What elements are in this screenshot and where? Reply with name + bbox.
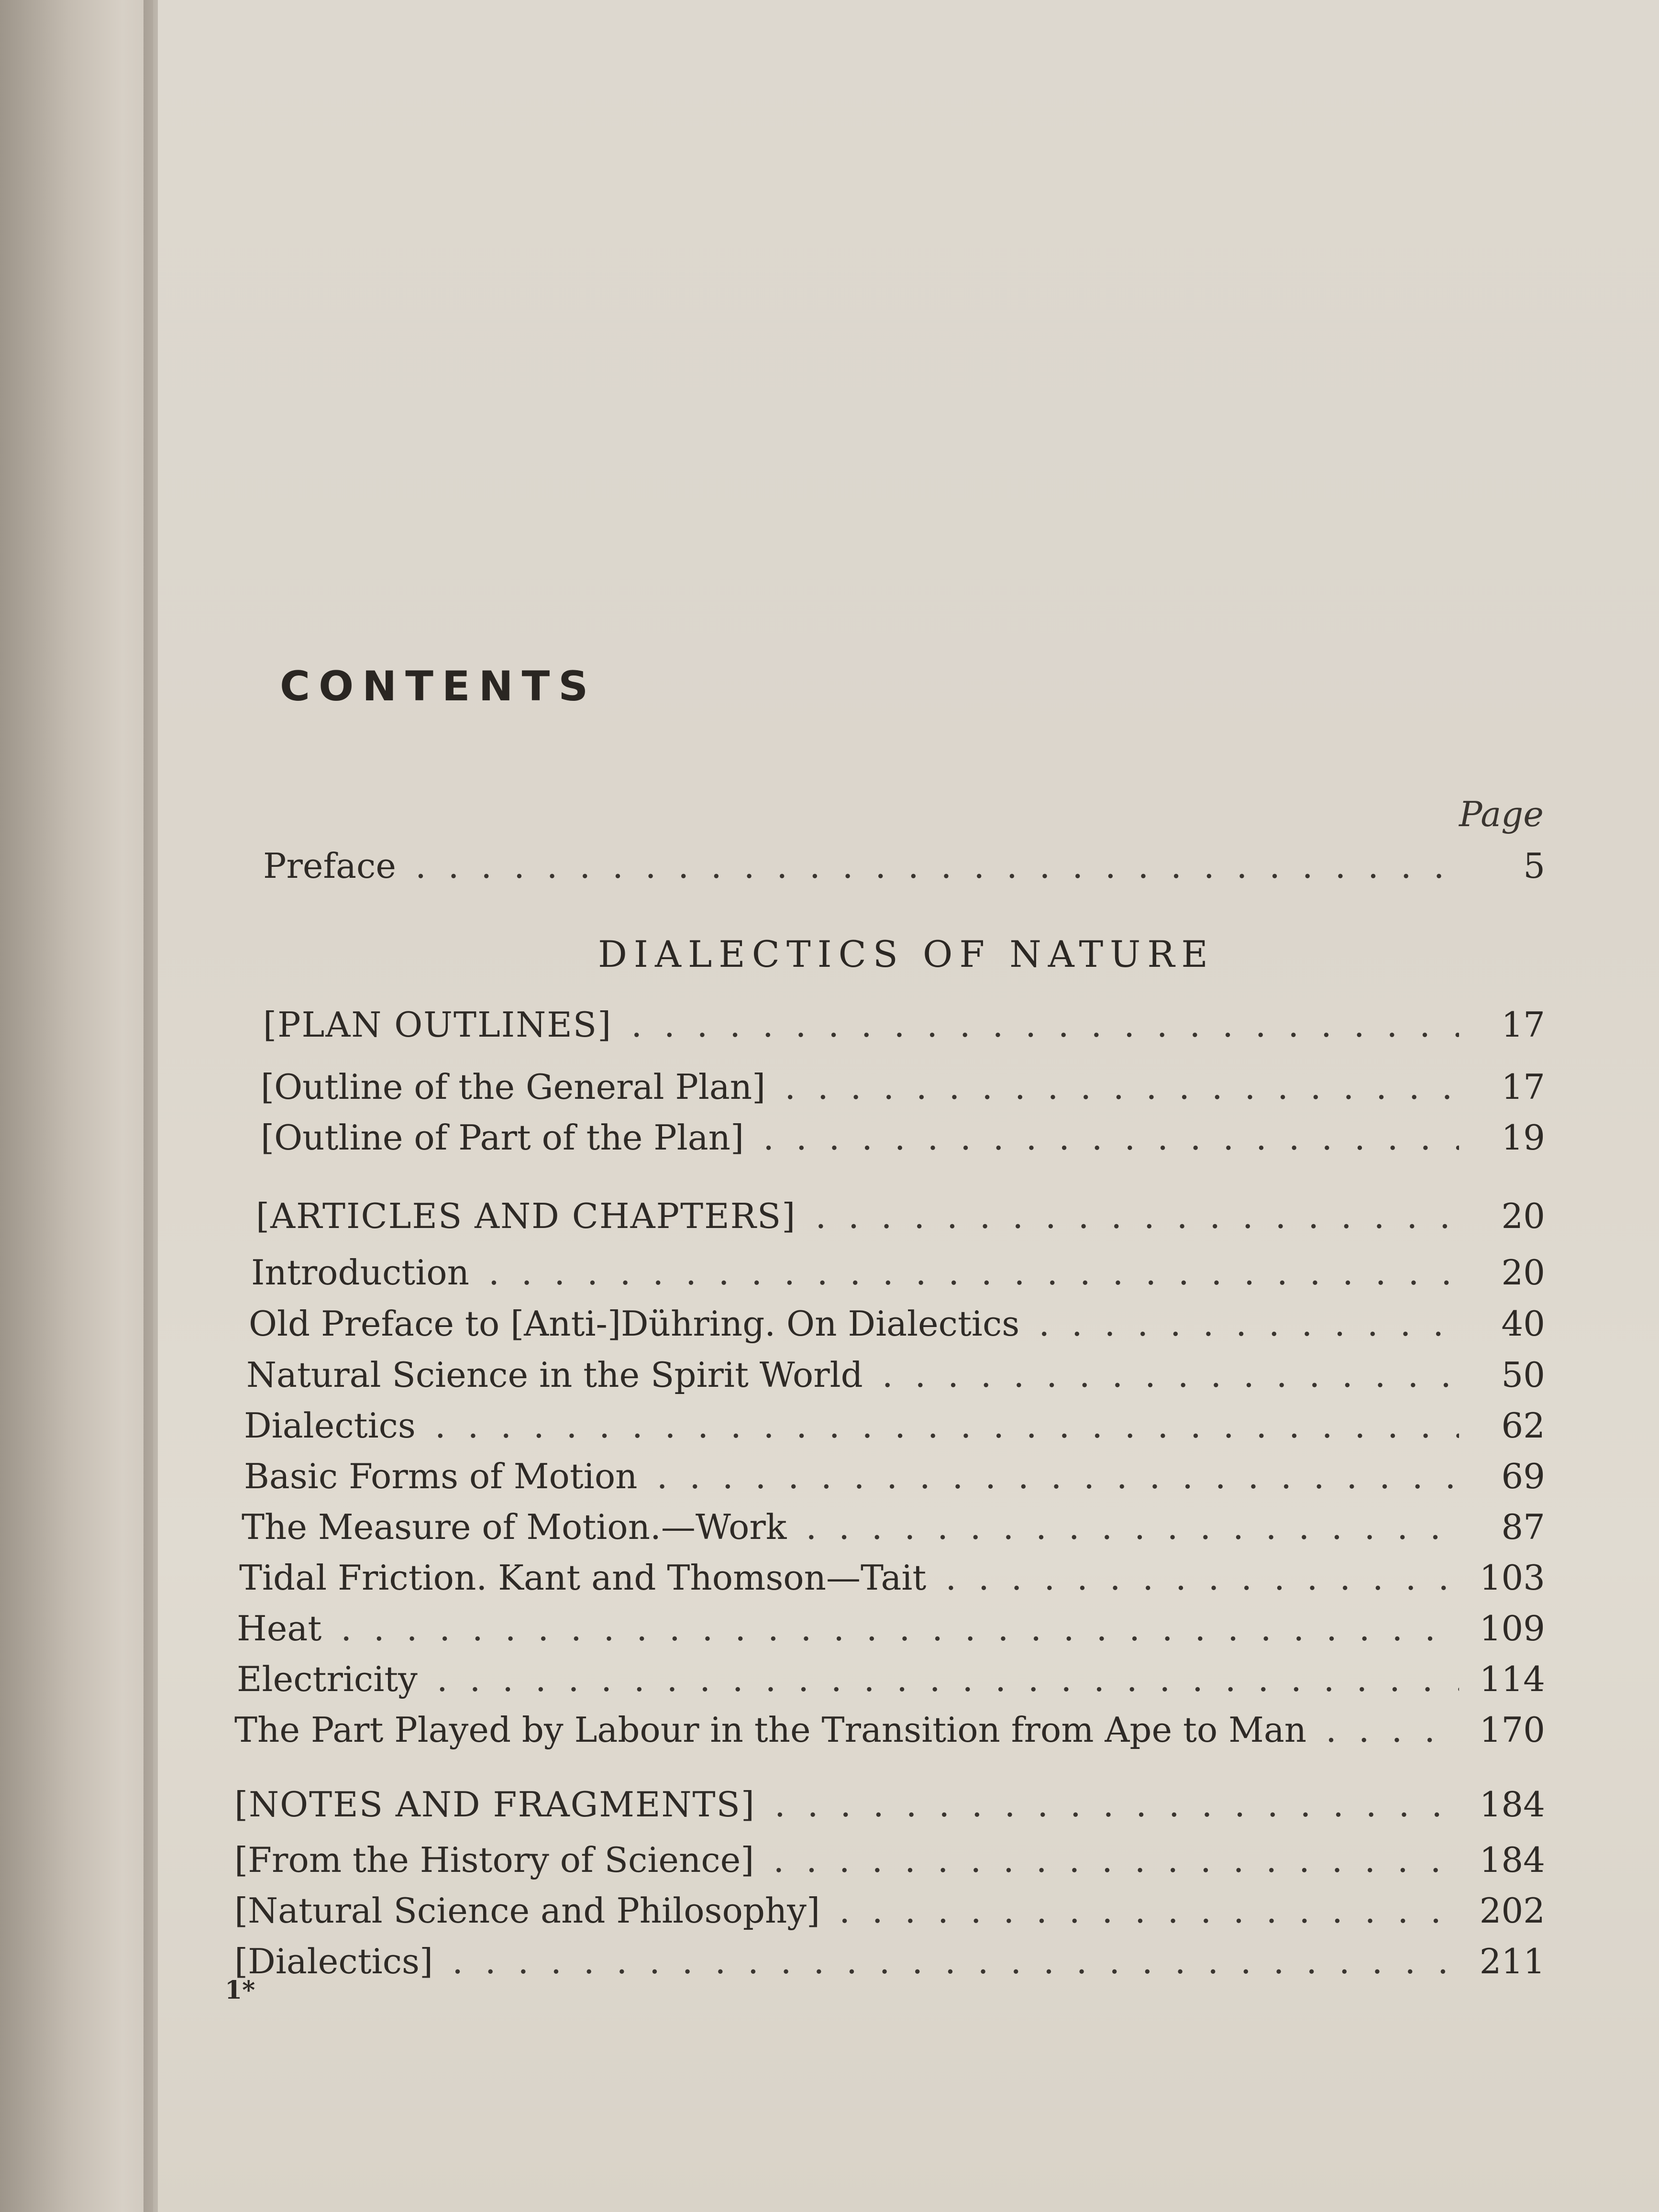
leader-dots <box>773 1840 1459 1880</box>
toc-entry-outline-part-plan[interactable] <box>261 1117 1545 1158</box>
toc-entry-title: [Dialectics] <box>234 1941 433 1981</box>
toc-entry-page: 17 <box>1501 1067 1545 1107</box>
toc-entry-natural-science-philosophy[interactable] <box>234 1891 1545 1931</box>
toc-entry-title: [Outline of the General Plan] <box>261 1067 766 1107</box>
toc-entry-page: 109 <box>1479 1608 1545 1648</box>
toc-entry-old-preface[interactable] <box>249 1304 1545 1344</box>
toc-entry-basic-forms-motion[interactable] <box>244 1456 1545 1496</box>
leader-dots <box>1039 1304 1459 1344</box>
toc-entry-page: 5 <box>1523 846 1545 886</box>
toc-entry-title: [Natural Science and Philosophy] <box>234 1891 820 1931</box>
toc-entry-page: 17 <box>1501 1005 1545 1045</box>
leader-dots <box>839 1891 1459 1931</box>
toc-entry-history-of-science[interactable] <box>234 1840 1545 1880</box>
toc-entry-page: 19 <box>1501 1117 1545 1158</box>
toc-entry-title: Dialectics <box>244 1405 416 1446</box>
toc-entry-page: 50 <box>1501 1355 1545 1395</box>
leader-dots <box>945 1558 1459 1598</box>
toc-entry-page: 211 <box>1479 1941 1545 1981</box>
toc-entry-title: The Part Played by Labour in the Transition from Ape to Man <box>234 1710 1307 1750</box>
leader-dots <box>657 1456 1459 1496</box>
toc-entry-notes-fragments[interactable] <box>234 1784 1545 1825</box>
toc-entry-dialectics-fragments[interactable] <box>234 1941 1545 1981</box>
toc-entry-tidal-friction[interactable] <box>239 1558 1545 1598</box>
leader-dots <box>437 1659 1459 1699</box>
toc-entry-dialectics[interactable] <box>244 1405 1545 1446</box>
toc-entry-page: 62 <box>1501 1405 1545 1446</box>
toc-entry-title: Heat <box>237 1608 322 1648</box>
leader-dots <box>631 1005 1459 1045</box>
toc-entry-title: The Measure of Motion.—Work <box>242 1507 787 1547</box>
leader-dots <box>341 1608 1459 1648</box>
toc-entry-title: [Outline of Part of the Plan] <box>261 1117 744 1158</box>
page-column-label: Page <box>1459 794 1544 834</box>
toc-entry-page: 170 <box>1479 1710 1545 1750</box>
toc-entry-articles-chapters[interactable] <box>256 1196 1545 1236</box>
toc-entry-page: 202 <box>1479 1891 1545 1931</box>
toc-entry-outline-general-plan[interactable] <box>261 1067 1545 1107</box>
section-title: DIALECTICS OF NATURE <box>598 933 1215 975</box>
toc-entry-natural-science-spirit-world[interactable] <box>246 1355 1545 1395</box>
toc-entry-page: 87 <box>1501 1507 1545 1547</box>
toc-entry-electricity[interactable] <box>237 1659 1545 1699</box>
leader-dots <box>882 1355 1459 1395</box>
leader-dots <box>774 1784 1459 1825</box>
toc-entry-title: Natural Science in the Spirit World <box>246 1355 863 1395</box>
toc-entry-page: 69 <box>1501 1456 1545 1496</box>
leader-dots <box>785 1067 1459 1107</box>
toc-entry-page: 103 <box>1479 1558 1545 1598</box>
toc-entry-preface[interactable] <box>263 846 1545 886</box>
toc-entry-title: Old Preface to [Anti-]Dühring. On Dialectics <box>249 1304 1020 1344</box>
book-spine <box>0 0 153 2212</box>
toc-entry-title: [From the History of Science] <box>234 1840 754 1880</box>
toc-entry-page: 184 <box>1479 1840 1545 1880</box>
toc-entry-title: Preface <box>263 846 396 886</box>
leader-dots <box>806 1507 1459 1547</box>
toc-entry-page: 20 <box>1501 1252 1545 1293</box>
toc-entry-introduction[interactable] <box>251 1252 1545 1293</box>
toc-entry-title: [ARTICLES AND CHAPTERS] <box>256 1196 796 1236</box>
leader-dots <box>452 1941 1459 1981</box>
leader-dots <box>415 846 1459 886</box>
leader-dots <box>1326 1710 1459 1750</box>
leader-dots <box>815 1196 1459 1236</box>
toc-entry-page: 40 <box>1501 1304 1545 1344</box>
contents-heading: CONTENTS <box>280 663 597 710</box>
toc-entry-title: Introduction <box>251 1252 469 1293</box>
toc-entry-page: 20 <box>1501 1196 1545 1236</box>
toc-entry-part-played-by-labour[interactable] <box>234 1710 1545 1750</box>
toc-entry-title: [PLAN OUTLINES] <box>263 1005 612 1045</box>
toc-entry-page: 114 <box>1479 1659 1545 1699</box>
leader-dots <box>435 1405 1459 1446</box>
toc-entry-title: [NOTES AND FRAGMENTS] <box>234 1784 755 1825</box>
leader-dots <box>488 1252 1459 1293</box>
toc-entry-title: Basic Forms of Motion <box>244 1456 638 1496</box>
toc-entry-page: 184 <box>1479 1784 1545 1825</box>
toc-entry-title: Electricity <box>237 1659 418 1699</box>
signature-mark: 1* <box>225 1976 255 2005</box>
toc-entry-title: Tidal Friction. Kant and Thomson—Tait <box>239 1558 927 1598</box>
toc-entry-measure-of-motion[interactable] <box>242 1507 1545 1547</box>
leader-dots <box>763 1117 1459 1158</box>
toc-entry-plan-outlines[interactable] <box>263 1005 1545 1045</box>
toc-entry-heat[interactable] <box>237 1608 1545 1648</box>
